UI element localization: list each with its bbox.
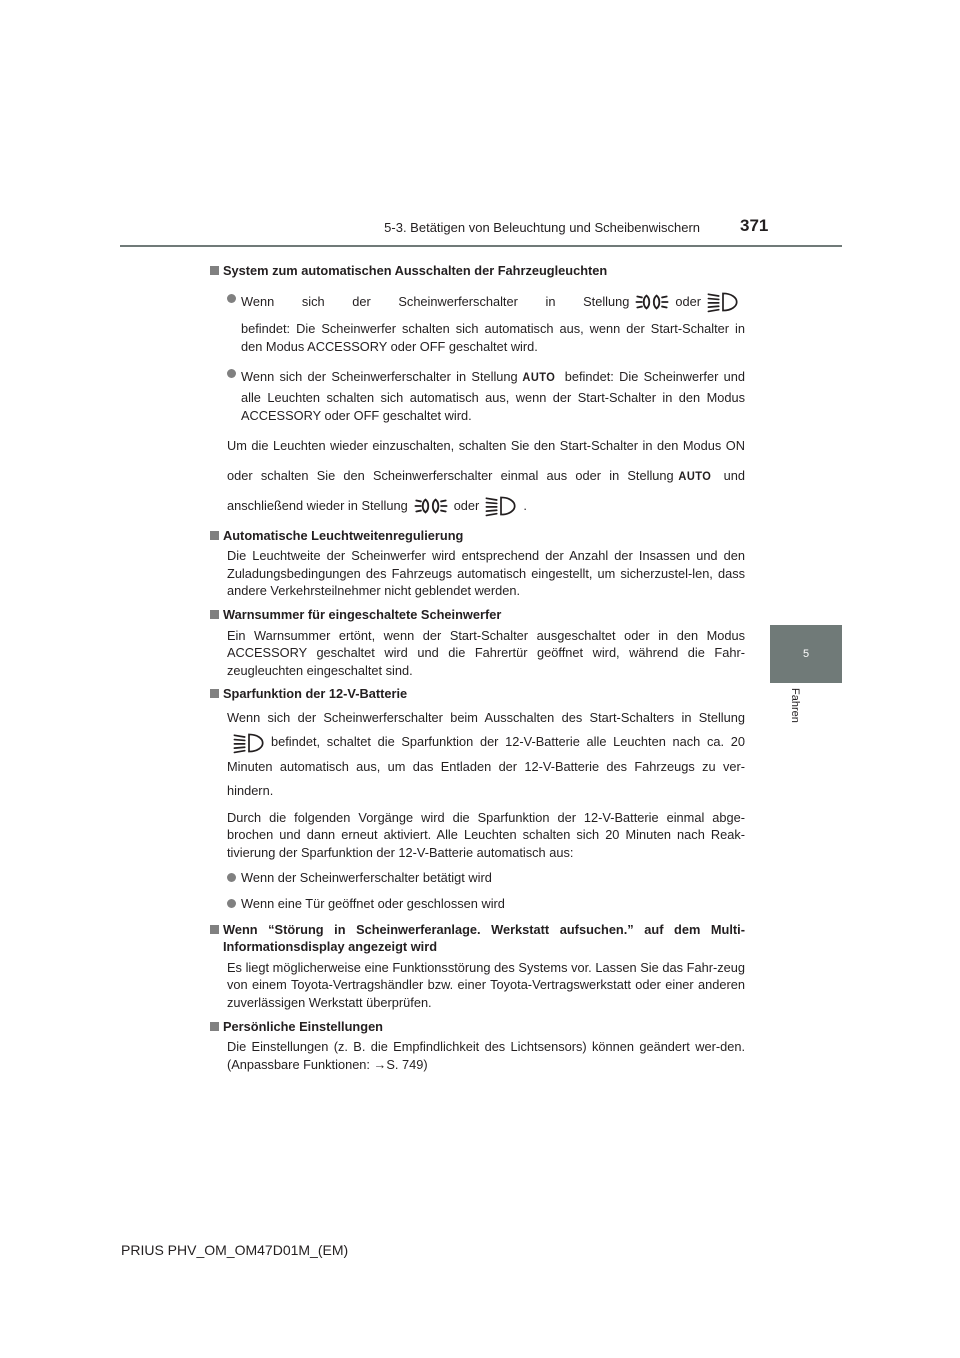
tail-light-icon bbox=[412, 495, 450, 517]
round-bullet-icon bbox=[227, 294, 236, 303]
headlight-icon bbox=[483, 494, 519, 518]
section-heading-leveling: Automatische Leuchtweitenregulierung bbox=[210, 527, 745, 545]
headlight-icon bbox=[231, 731, 267, 755]
auto-position-icon: AUTO bbox=[522, 370, 556, 385]
tail-light-icon bbox=[633, 291, 671, 313]
section-heading-auto-off: System zum automatischen Ausschalten der Fahrzeugleuchten bbox=[210, 262, 745, 280]
buzzer-paragraph: Ein Warnsummer ertönt, wenn der Start-Schalter ausgeschaltet oder in den Modus ACCESSORY geschaltet wird und die Fahrertür geöffnet wird, während die Fahr-zeugleuchten eingeschaltet sind. bbox=[227, 627, 745, 678]
battery-saver-reset-paragraph: Durch die folgenden Vorgänge wird die Sparfunktion der 12-V-Batterie einmal abge-brochen und dann erneut aktiviert. Alle Leuchten schalten sich 20 Minuten nach Reak-tivierung der Sparfunktion der 12-V-Batterie automatisch aus: bbox=[227, 809, 745, 860]
square-bullet-icon bbox=[210, 531, 219, 540]
section-heading-battery-saver: Sparfunktion der 12-V-Batterie bbox=[210, 685, 745, 703]
page-number: 371 bbox=[740, 216, 769, 235]
bullet-item: Wenn der Scheinwerferschalter betätigt wird bbox=[227, 869, 745, 887]
bullet-item: Wenn eine Tür geöffnet oder geschlossen wird bbox=[227, 895, 745, 913]
square-bullet-icon bbox=[210, 925, 219, 934]
chapter-number: 5 bbox=[802, 648, 810, 660]
section-heading-customization: Persönliche Einstellungen bbox=[210, 1018, 745, 1036]
footer-doc-id: PRIUS PHV_OM_OM47D01M_(EM) bbox=[121, 1242, 349, 1258]
round-bullet-icon bbox=[227, 899, 236, 908]
customization-paragraph: Die Einstellungen (z. B. die Empfindlichkeit des Lichtsensors) können geändert wer-den. (Anpassbare Funktionen: →S. 749) bbox=[227, 1039, 745, 1072]
chapter-tab bbox=[770, 625, 842, 683]
square-bullet-icon bbox=[210, 266, 219, 275]
section-heading-malfunction: Wenn “Störung in Scheinwerferanlage. Werkstatt aufsuchen.” auf dem Multi-Informationsdisplay angezeigt wird bbox=[210, 921, 745, 956]
bullet-item: Wenn sich der Scheinwerferschalter in Stellung oder befindet: Die Scheinwerfer schalten sich automatisch aus, wenn der Start-Schalter in den Modus ACCESSORY oder OFF geschaltet wird. bbox=[227, 290, 745, 356]
headlight-icon bbox=[705, 290, 741, 314]
header-rule bbox=[120, 245, 842, 247]
leveling-paragraph: Die Leuchtweite der Scheinwerfer wird entsprechend der Anzahl der Insassen und den Zuladungsbedingungen des Fahrzeugs automatisch eingestellt, um sicherzustel-len, dass andere Verkehrsteilnehmer nicht geblendet werden. bbox=[227, 548, 745, 599]
page-content bbox=[210, 256, 745, 1073]
reactivation-paragraph: Um die Leuchten wieder einzuschalten, schalten Sie den Start-Schalter in den Modus ON oder schalten Sie den Scheinwerferschalter einmal aus oder in Stellung AUTO und anschließend wieder in Stellung oder . bbox=[227, 431, 745, 521]
bullet-item: Wenn sich der Scheinwerferschalter in Stellung AUTO befindet: Die Scheinwerfer und alle Leuchten schalten sich automatisch aus, wenn der Start-Schalter in den Modus ACCESSORY oder OFF geschaltet wird. bbox=[227, 365, 745, 424]
malfunction-paragraph: Es liegt möglicherweise eine Funktionsstörung des Systems vor. Lassen Sie das Fahr-zeug von einem Toyota-Vertragshändler bzw. einer Toyota-Vertragswerkstatt oder einer anderen zuverlässigen Werkstatt überprüfen. bbox=[227, 959, 745, 1010]
round-bullet-icon bbox=[227, 369, 236, 378]
square-bullet-icon bbox=[210, 610, 219, 619]
battery-saver-paragraph: Wenn sich der Scheinwerferschalter beim Ausschalten des Start-Schalters in Stellung befindet, schaltet die Sparfunktion der 12-V-Batterie alle Leuchten nach ca. 20 Minuten automatisch aus, um das Entladen der 12-V-Batterie des Fahrzeugs zu ver-hindern. bbox=[227, 709, 745, 798]
round-bullet-icon bbox=[227, 873, 236, 882]
square-bullet-icon bbox=[210, 689, 219, 698]
chapter-label: Fahren bbox=[789, 688, 801, 723]
square-bullet-icon bbox=[210, 1022, 219, 1031]
auto-position-icon: AUTO bbox=[678, 468, 711, 483]
section-title: 5-3. Betätigen von Beleuchtung und Scheibenwischern bbox=[384, 220, 700, 235]
section-heading-buzzer: Warnsummer für eingeschaltete Scheinwerfer bbox=[210, 606, 745, 624]
